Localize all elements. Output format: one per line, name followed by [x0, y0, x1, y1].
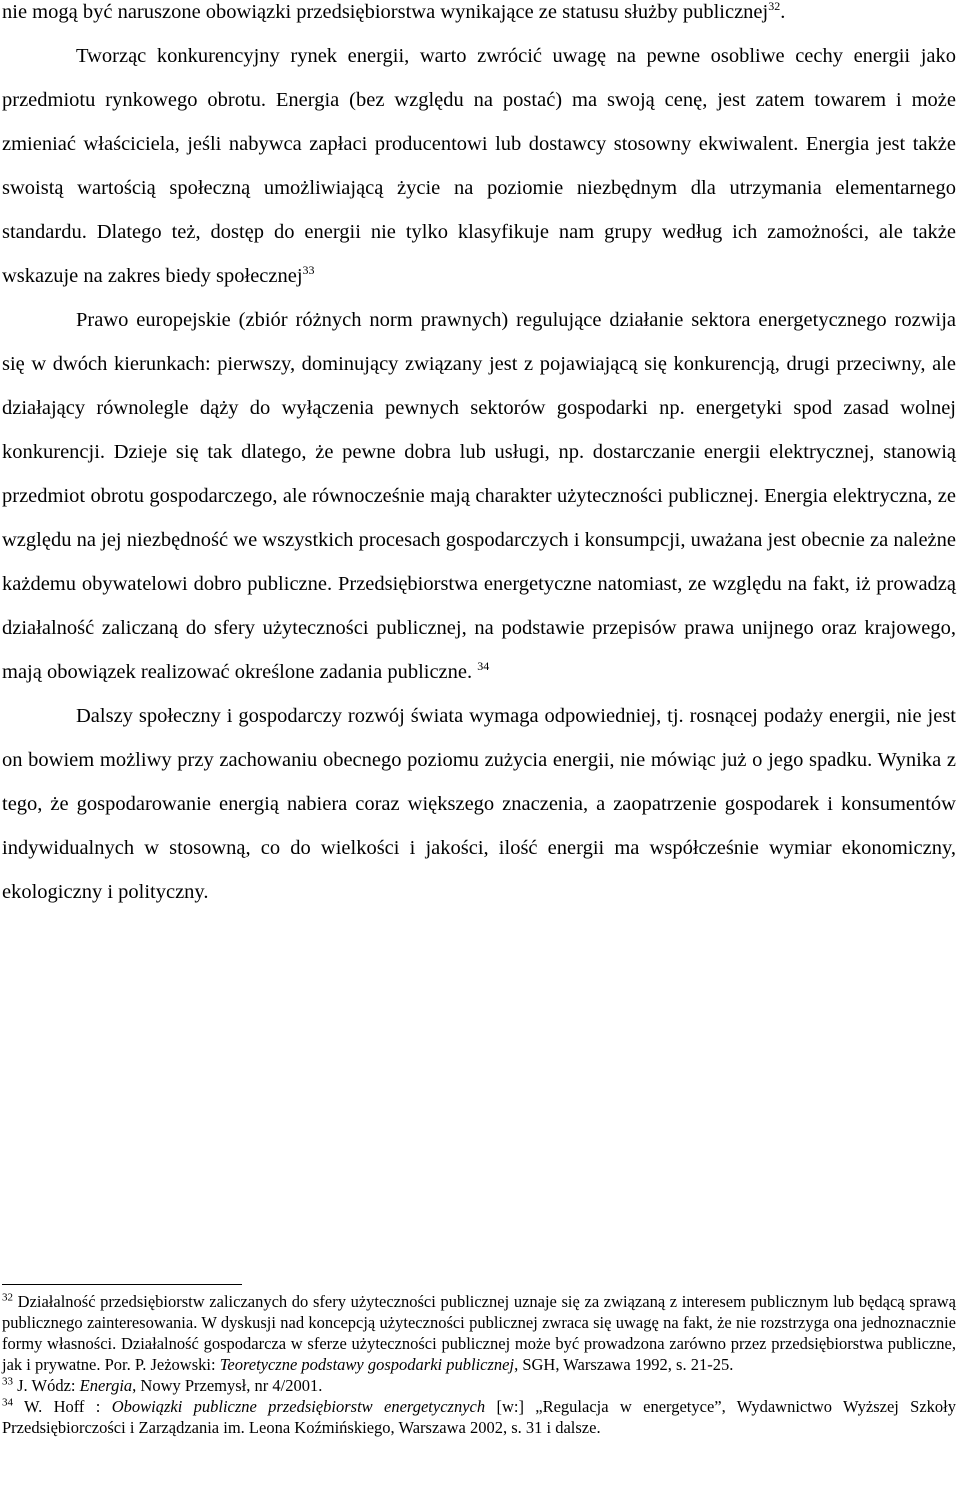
footnote-separator — [2, 1284, 242, 1285]
body-text — [2, 0, 956, 914]
footnotes-section — [2, 1284, 956, 1438]
footnote-title: Obowiązki publiczne przedsiębiorstw energetycznych — [111, 1397, 486, 1416]
footnote-34 — [2, 1396, 956, 1438]
paragraph-text: Prawo europejskie (zbiór różnych norm prawnych) regulujące działanie sektora energetycznego rozwija się w dwóch kierunkach: pierwszy, dominujący związany jest z pojawiającą się konkurencją, drugi przeciwny, ale działający równolegle dąży do wyłączenia pewnych sektorów gospodarki np. energetyki spod zasad wolnej konkurencji. Dzieje się tak dlatego, że pewne dobra lub usługi, np. dostarczanie energii elektrycznej, stanowią przedmiot obrotu gospodarczego, ale równocześnie mają charakter użyteczności publicznej. Energia elektryczna, ze względu na jej niezbędność we wszystkich procesach gospodarczych i konsumpcji, uważana jest obecnie za należne każdemu obywatelowi dobro publiczne. Przedsiębiorstwa energetyczne natomiast, ze względu na fakt, iż prowadzą działalność zaliczaną do sfery użyteczności publicznej, na podstawie przepisów prawa unijnego oraz krajowego, mają obowiązek realizować określone zadania publiczne. — [2, 309, 956, 683]
document-page — [2, 0, 956, 914]
paragraph-3 — [2, 298, 956, 694]
footnote-text-end: , Nowy Przemysł, nr 4/2001. — [132, 1376, 323, 1395]
footnote-32 — [2, 1291, 956, 1375]
paragraph-text: Dalszy społeczny i gospodarczy rozwój świata wymaga odpowiedniej, tj. rosnącej podaży energii, nie jest on bowiem możliwy przy zachowaniu obecnego poziomu zużycia energii, nie mówiąc już o jego spadku. Wynika z tego, że gospodarowanie energią nabiera coraz większego znaczenia, a zaopatrzenie gospodarek i konsumentów indywidualnych w stosowną, co do wielkości i jakości, ilość energii ma współcześnie wymiar ekonomiczny, ekologiczny i polityczny. — [2, 705, 956, 903]
footnote-title: Teoretyczne podstawy gospodarki publicznej — [219, 1355, 515, 1374]
paragraph-tail: . — [780, 1, 786, 23]
footnote-number: 34 — [2, 1396, 13, 1409]
footnote-number: 33 — [2, 1375, 13, 1388]
footnote-text-end: , SGH, Warszawa 1992, s. 21-25. — [514, 1355, 734, 1374]
footnote-33 — [2, 1375, 956, 1396]
paragraph-text: nie mogą być naruszone obowiązki przedsiębiorstwa wynikające ze statusu służby publicznej — [2, 1, 769, 23]
footnote-text: W. Hoff : — [24, 1397, 112, 1416]
footnote-ref-33: 33 — [302, 263, 315, 278]
paragraph-2 — [2, 34, 956, 298]
paragraph-1 — [2, 0, 956, 34]
paragraph-4 — [2, 694, 956, 914]
footnote-ref-34: 34 — [477, 659, 490, 674]
footnote-title: Energia — [79, 1376, 133, 1395]
footnote-ref-32: 32 — [768, 0, 781, 14]
footnote-text: Działalność przedsiębiorstw zaliczanych do sfery użyteczności publicznej uznaje się za związaną z interesem publicznym lub będącą sprawą publicznego zainteresowania. W dyskusji nad koncepcją użyteczności publicznej zwraca się uwagę na fakt, że nie rozstrzyga ona jednoznacznie formy własności. Działalność gospodarcza w sferze użyteczności publicznej może być prowadzona zarówno przez przedsiębiorstwa publiczne, jak i prywatne. Por. P. Jeżowski: — [2, 1292, 957, 1374]
paragraph-text: Tworząc konkurencyjny rynek energii, warto zwrócić uwagę na pewne osobliwe cechy energii jako przedmiotu rynkowego obrotu. Energia (bez względu na postać) ma swoją cenę, jest zatem towarem i może zmieniać właściciela, jeśli nabywca zapłaci producentowi lub dostawcy stosowny ekwiwalent. Energia jest także swoistą wartością społeczną umożliwiającą życie na poziomie niezbędnym dla utrzymania elementarnego standardu. Dlatego też, dostęp do energii nie tylko klasyfikuje nam grupy według ich zamożności, ale także wskazuje na zakres biedy społecznej — [2, 45, 956, 287]
footnote-number: 32 — [2, 1291, 13, 1304]
footnote-text: J. Wódz: — [17, 1376, 80, 1395]
footnote-text-end: [w:] „Regulacja w energetyce”, Wydawnictwo Wyższej Szkoły Przedsiębiorczości i Zarządzania im. Leona Koźmińskiego, Warszawa 2002, s. 31 i dalsze. — [2, 1397, 957, 1437]
